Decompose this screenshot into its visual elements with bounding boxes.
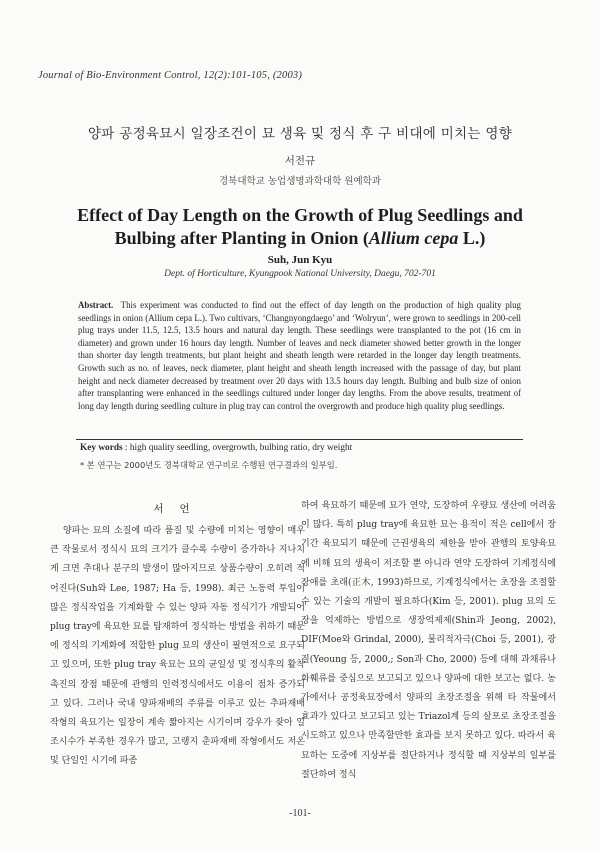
funding-footnote: * 본 연구는 2000년도 경북대학교 연구비로 수행된 연구결과의 일부임. xyxy=(80,460,338,470)
english-affiliation: Dept. of Horticulture, Kyungpook National University, Daegu, 702-701 xyxy=(164,269,436,279)
page-number: -101- xyxy=(289,808,311,819)
keywords-text: : high quality seedling, overgrowth, bulbing ratio, dry weight xyxy=(122,443,353,453)
abstract-label: Abstract. xyxy=(78,300,114,310)
keywords-label: Key words xyxy=(80,443,123,453)
english-title-line1: Effect of Day Length on the Growth of Plug Seedlings and xyxy=(77,205,523,225)
section-title-introduction: 서언 xyxy=(153,503,206,515)
korean-affiliation: 경북대학교 농업생명과학대학 원예학과 xyxy=(218,176,382,187)
journal-citation: Journal of Bio-Environment Control, 12(2):101-105, (2003) xyxy=(38,70,303,81)
korean-title: 양파 공정육묘시 일장조건이 묘 생육 및 정식 후 구 비대에 미치는 영향 xyxy=(87,126,513,142)
paragraph: 양파는 묘의 소질에 따라 품질 및 수량에 미치는 영향이 매우 큰 작물로서 정식시 묘의 크기가 클수록 수량이 증가하나 지나치게 크면 추대나 분구의 발생이 많아지므로 상품수량이 오히려 적어진다(Suh와 Lee, 1987; Ha 등, 1998). 최근 노동력 투입이 많은 정식작업을 기계화할 수 있는 양파 자동 정식기가 개발되어 plug tray에 육묘한 묘를 탑재하여 정식하는 방법을 취하기 때문에 정식의 기계화에 적합한 plug 묘의 생산이 필연적으로 요구되고 있으며, 또한 plug tray 육묘는 묘의 균일성 및 정식후의 활착 촉진의 장점 때문에 관행의 인력정식에서도 이용이 점차 증가되고 있다. 그러나 국내 양파재배의 주류를 이루고 있는 추파재배 작형의 육묘기는 일장이 계속 짧아지는 시기이며 강우가 잦아 일조시수가 부족한 경우가 많고, 고랭지 춘파재배 작형에서도 저온 및 단일인 시기에 파종 xyxy=(50,526,305,767)
korean-author: 서전규 xyxy=(284,155,316,167)
keywords-divider xyxy=(76,439,523,440)
species-name: Allium cepa xyxy=(368,228,459,248)
paragraph: 하여 육묘하기 때문에 묘가 연약, 도장하여 우량묘 생산에 어려움이 많다. 특히 plug tray에 육묘한 묘는 용적이 적은 cell에서 장기간 육묘되기 때문에 근권생육의 제한을 받아 관행의 토양육묘에 비해 묘의 생육이 저조할 뿐 아니라 연약 도장하여 기계정식에 장애를 초래(正木, 1993)하므로, 기계정식에서는 초장을 조절할 수 있는 기술의 개발이 필요하다(Kim 등, 2001). plug 묘의 도장을 억제하는 방법으로 생장억제제(Shin과 Jeong, 2002), DIF(Moe와 Grindal, 2000), 물리적자극(Choi 등, 2001), 광질(Yeoung 등, 2000,; Son과 Cho, 2000) 등에 대해 과채류나 화훼류를 중심으로 보고되고 있으나 양파에 대한 보고는 없다. 농가에서나 공정육묘장에서 양파의 초장조절을 위해 타 작물에서 효과가 있다고 보고되고 있는 Triazol계 등의 살포로 초장조절을 시도하고 있으나 만족할만한 효과를 보지 못하고 있다. 따라서 육묘하는 도중에 지상부를 절단하거나 정식할 때 지상부의 일부를 절단하여 정식 xyxy=(301,501,556,780)
english-title-line2-pre: Bulbing after Planting in Onion ( xyxy=(114,228,369,248)
english-title-line2 xyxy=(0,227,600,250)
column-right xyxy=(301,497,556,785)
english-author: Suh, Jun Kyu xyxy=(267,254,333,266)
keywords xyxy=(80,443,520,453)
english-title-line2-post: L.) xyxy=(458,228,486,248)
english-title xyxy=(0,204,600,250)
abstract-text: This experiment was conducted to find out the effect of day length on the production of high quality plug seedlings in onion (Allium cepa L.). Two cultivars, ‘Changnyongdaego’ and ‘Wolryun’, were grown to seedlings in 200-cell plug trays under 11.5, 12.5, 13.5 hours and natural day length. These seedlings were transplanted to the pot (16 cm in diameter) and grown under 16 hours day length. Number of leaves and neck diameter showed better growth in the longer than shorter day length treatments, but plant height and sheath length were retarded in the longer day length treatments. Growth such as no. of leaves, neck diameter, plant height and sheath length increased with the passage of day, but plant height and neck diameter decreased by treatment over 20 days with 13.5 hours day length. Bulbing and bulb size of onion after transplanting were enhanced in the seedlings cultured under longer day lengths. From the above results, treatment of long day length during seedling culture in plug tray can control the overgrowth and produce high quality plug seedlings. xyxy=(78,300,521,411)
column-left xyxy=(50,522,305,772)
abstract xyxy=(78,299,521,412)
